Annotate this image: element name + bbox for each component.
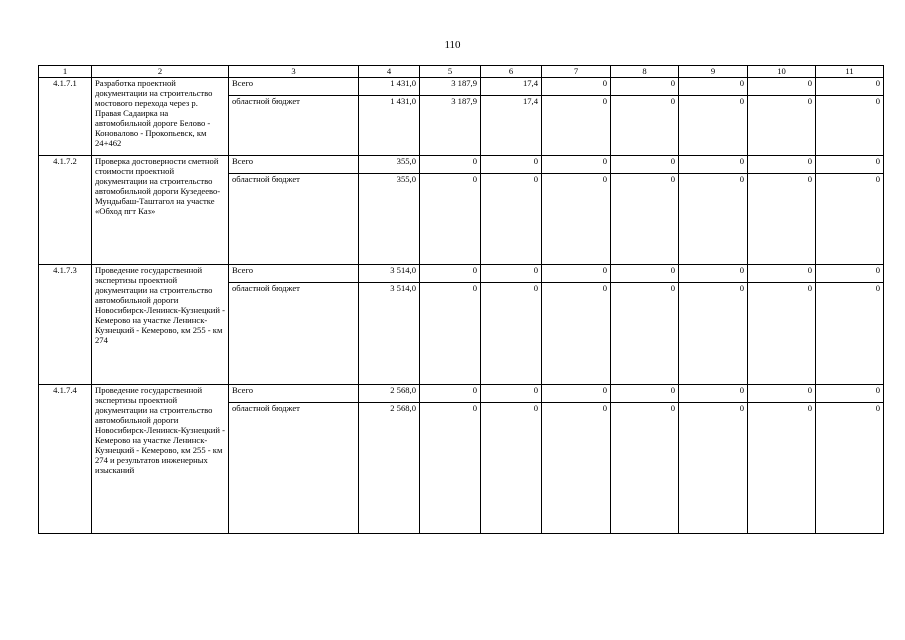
column-header: 1 — [39, 66, 92, 78]
value-cell: 0 — [542, 96, 611, 156]
table-row — [39, 156, 884, 174]
value-cell: 0 — [816, 174, 884, 265]
row-code: 4.1.7.1 — [39, 78, 92, 156]
funding-source: Всего — [229, 156, 359, 174]
column-header: 7 — [542, 66, 611, 78]
value-cell: 0 — [542, 283, 611, 385]
value-cell: 0 — [420, 156, 481, 174]
value-cell: 3 187,9 — [420, 78, 481, 96]
value-cell: 0 — [611, 385, 679, 403]
column-header: 4 — [359, 66, 420, 78]
value-cell: 0 — [748, 96, 816, 156]
column-header: 9 — [679, 66, 748, 78]
value-cell: 0 — [679, 265, 748, 283]
value-cell: 0 — [481, 283, 542, 385]
value-cell: 0 — [679, 403, 748, 534]
value-cell: 0 — [816, 385, 884, 403]
value-cell: 0 — [542, 156, 611, 174]
value-cell: 1 431,0 — [359, 78, 420, 96]
column-header: 2 — [92, 66, 229, 78]
value-cell: 0 — [542, 78, 611, 96]
column-header: 5 — [420, 66, 481, 78]
table-row — [39, 78, 884, 96]
value-cell: 0 — [481, 174, 542, 265]
value-cell: 0 — [679, 283, 748, 385]
value-cell: 1 431,0 — [359, 96, 420, 156]
funding-source: Всего — [229, 385, 359, 403]
funding-source: областной бюджет — [229, 174, 359, 265]
value-cell: 0 — [816, 96, 884, 156]
value-cell: 0 — [816, 78, 884, 96]
value-cell: 0 — [611, 78, 679, 96]
row-name: Проведение государственной экспертизы проектной документации на строительство автомобильной дороги Новосибирск-Ленинск-Кузнецкий - Кемерово на участке Ленинск-Кузнецкий - Кемерово, км 255 - км 274 — [92, 265, 229, 385]
value-cell: 0 — [679, 96, 748, 156]
value-cell: 0 — [816, 265, 884, 283]
value-cell: 0 — [679, 174, 748, 265]
row-code: 4.1.7.2 — [39, 156, 92, 265]
value-cell: 3 514,0 — [359, 265, 420, 283]
row-code: 4.1.7.4 — [39, 385, 92, 534]
row-name: Проведение государственной экспертизы проектной документации на строительство автомобильной дороги Новосибирск-Ленинск-Кузнецкий - Кемерово на участке Ленинск-Кузнецкий - Кемерово, км 255 - км 274 и результатов инженерных изысканий — [92, 385, 229, 534]
value-cell: 0 — [748, 156, 816, 174]
value-cell: 0 — [816, 283, 884, 385]
table-row — [39, 385, 884, 403]
table-row — [39, 265, 884, 283]
value-cell: 17,4 — [481, 96, 542, 156]
column-header: 8 — [611, 66, 679, 78]
value-cell: 17,4 — [481, 78, 542, 96]
value-cell: 0 — [420, 265, 481, 283]
value-cell: 0 — [748, 385, 816, 403]
value-cell: 0 — [481, 265, 542, 283]
value-cell: 0 — [816, 403, 884, 534]
value-cell: 0 — [481, 403, 542, 534]
value-cell: 2 568,0 — [359, 403, 420, 534]
value-cell: 355,0 — [359, 174, 420, 265]
value-cell: 0 — [611, 96, 679, 156]
value-cell: 0 — [611, 174, 679, 265]
value-cell: 0 — [748, 265, 816, 283]
value-cell: 0 — [542, 403, 611, 534]
value-cell: 0 — [679, 385, 748, 403]
funding-source: областной бюджет — [229, 283, 359, 385]
value-cell: 2 568,0 — [359, 385, 420, 403]
value-cell: 355,0 — [359, 156, 420, 174]
column-header: 6 — [481, 66, 542, 78]
value-cell: 0 — [611, 403, 679, 534]
page-number: 110 — [444, 39, 461, 51]
column-header: 3 — [229, 66, 359, 78]
row-name: Проверка достоверности сметной стоимости проектной документации на строительство автомобильной дороги Кузедеево-Мундыбаш-Таштагол на участке «Обход пгт Каз» — [92, 156, 229, 265]
value-cell: 0 — [481, 156, 542, 174]
value-cell: 0 — [542, 385, 611, 403]
value-cell: 0 — [611, 156, 679, 174]
value-cell: 0 — [420, 174, 481, 265]
value-cell: 0 — [748, 403, 816, 534]
budget-table — [38, 65, 884, 534]
value-cell: 3 514,0 — [359, 283, 420, 385]
column-header: 11 — [816, 66, 884, 78]
value-cell: 0 — [748, 174, 816, 265]
value-cell: 0 — [748, 78, 816, 96]
value-cell: 0 — [481, 385, 542, 403]
row-code: 4.1.7.3 — [39, 265, 92, 385]
funding-source: Всего — [229, 265, 359, 283]
value-cell: 0 — [816, 156, 884, 174]
header-row — [39, 66, 884, 78]
funding-source: Всего — [229, 78, 359, 96]
value-cell: 0 — [420, 385, 481, 403]
value-cell: 3 187,9 — [420, 96, 481, 156]
value-cell: 0 — [420, 283, 481, 385]
value-cell: 0 — [748, 283, 816, 385]
funding-source: областной бюджет — [229, 96, 359, 156]
value-cell: 0 — [542, 174, 611, 265]
funding-source: областной бюджет — [229, 403, 359, 534]
value-cell: 0 — [611, 283, 679, 385]
value-cell: 0 — [420, 403, 481, 534]
value-cell: 0 — [611, 265, 679, 283]
column-header: 10 — [748, 66, 816, 78]
row-name: Разработка проектной документации на строительство мостового перехода через р. Правая Садаирка на автомобильной дороге Белово - Коновалово - Прокопьевск, км 24+462 — [92, 78, 229, 156]
value-cell: 0 — [679, 78, 748, 96]
value-cell: 0 — [542, 265, 611, 283]
value-cell: 0 — [679, 156, 748, 174]
